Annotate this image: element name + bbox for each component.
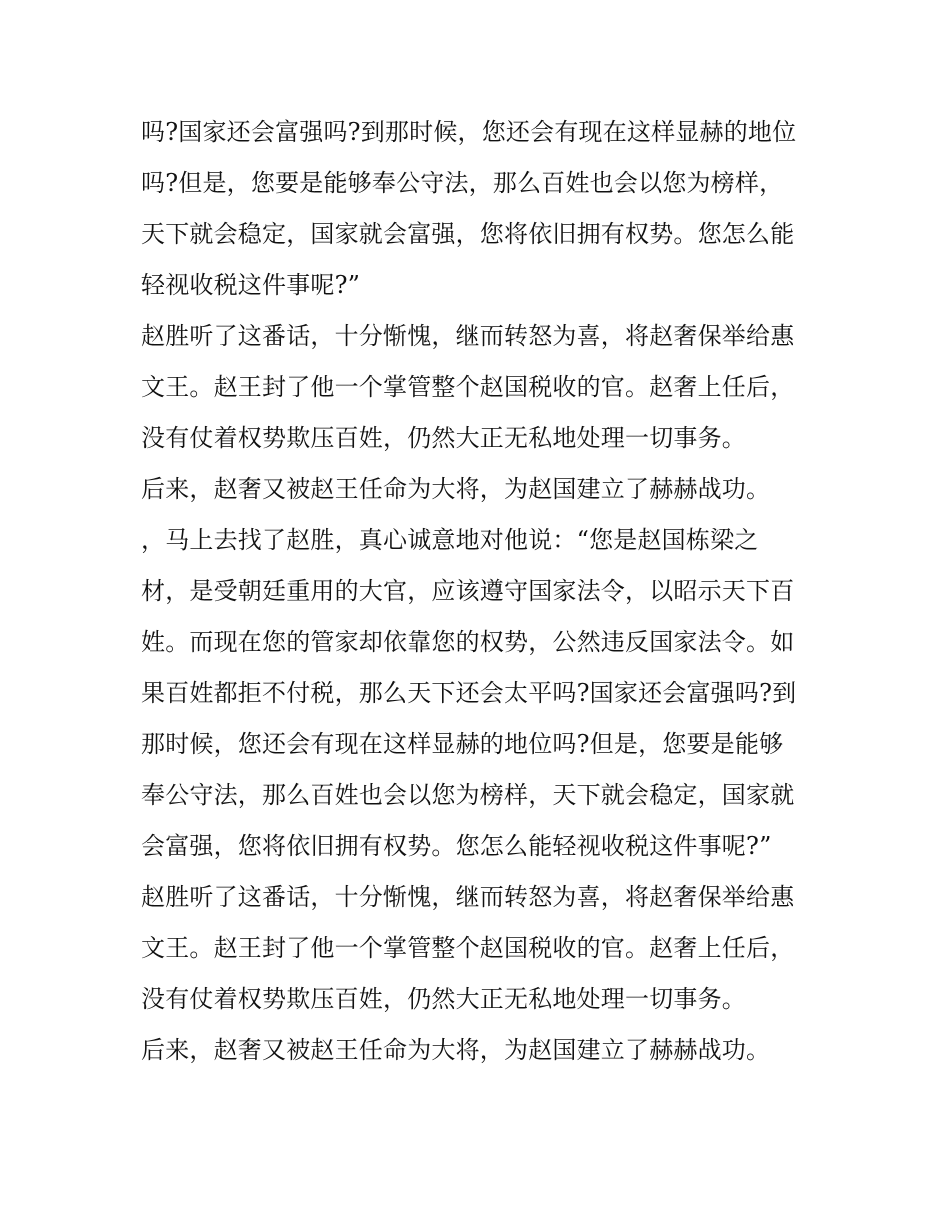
document-text: [141, 107, 831, 1076]
text-line: 那时候，您还会有现在这样显赫的地位吗?但是，您要是能够: [141, 730, 784, 758]
text-line: 文王。赵王封了他一个掌管整个赵国税收的官。赵奢上任后，: [141, 934, 795, 962]
text-line: 吗?国家还会富强吗?到那时候，您还会有现在这样显赫的地位: [141, 118, 797, 146]
text-line: 后来，赵奢又被赵王任命为大将，为赵国建立了赫赫战功。: [141, 1036, 771, 1064]
text-line: 奉公守法，那么百姓也会以您为榜样，天下就会稳定，国家就: [141, 781, 795, 809]
text-line: 材，是受朝廷重用的大官，应该遵守国家法令，以昭示天下百: [141, 577, 795, 605]
text-line: 没有仗着权势欺压百姓，仍然大正无私地处理一切事务。: [141, 424, 746, 452]
text-line: 果百姓都拒不付税，那么天下还会太平吗?国家还会富强吗?到: [141, 679, 797, 707]
text-line: 没有仗着权势欺压百姓，仍然大正无私地处理一切事务。: [141, 985, 746, 1013]
text-line: 会富强，您将依旧拥有权势。您怎么能轻视收税这件事呢?”: [141, 832, 772, 860]
text-line: 后来，赵奢又被赵王任命为大将，为赵国建立了赫赫战功。: [141, 475, 771, 503]
text-line: ，马上去找了赵胜，真心诚意地对他说：“您是赵国栋梁之: [141, 526, 759, 554]
text-line: 赵胜听了这番话，十分惭愧，继而转怒为喜，将赵奢保举给惠: [141, 322, 795, 350]
text-line: 文王。赵王封了他一个掌管整个赵国税收的官。赵奢上任后，: [141, 373, 795, 401]
text-line: 吗?但是，您要是能够奉公守法，那么百姓也会以您为榜样，: [141, 169, 784, 197]
text-line: 轻视收税这件事呢?”: [141, 271, 361, 299]
text-line: 姓。而现在您的管家却依靠您的权势，公然违反国家法令。如: [141, 628, 795, 656]
text-line: 天下就会稳定，国家就会富强，您将依旧拥有权势。您怎么能: [141, 220, 795, 248]
text-line: 赵胜听了这番话，十分惭愧，继而转怒为喜，将赵奢保举给惠: [141, 883, 795, 911]
